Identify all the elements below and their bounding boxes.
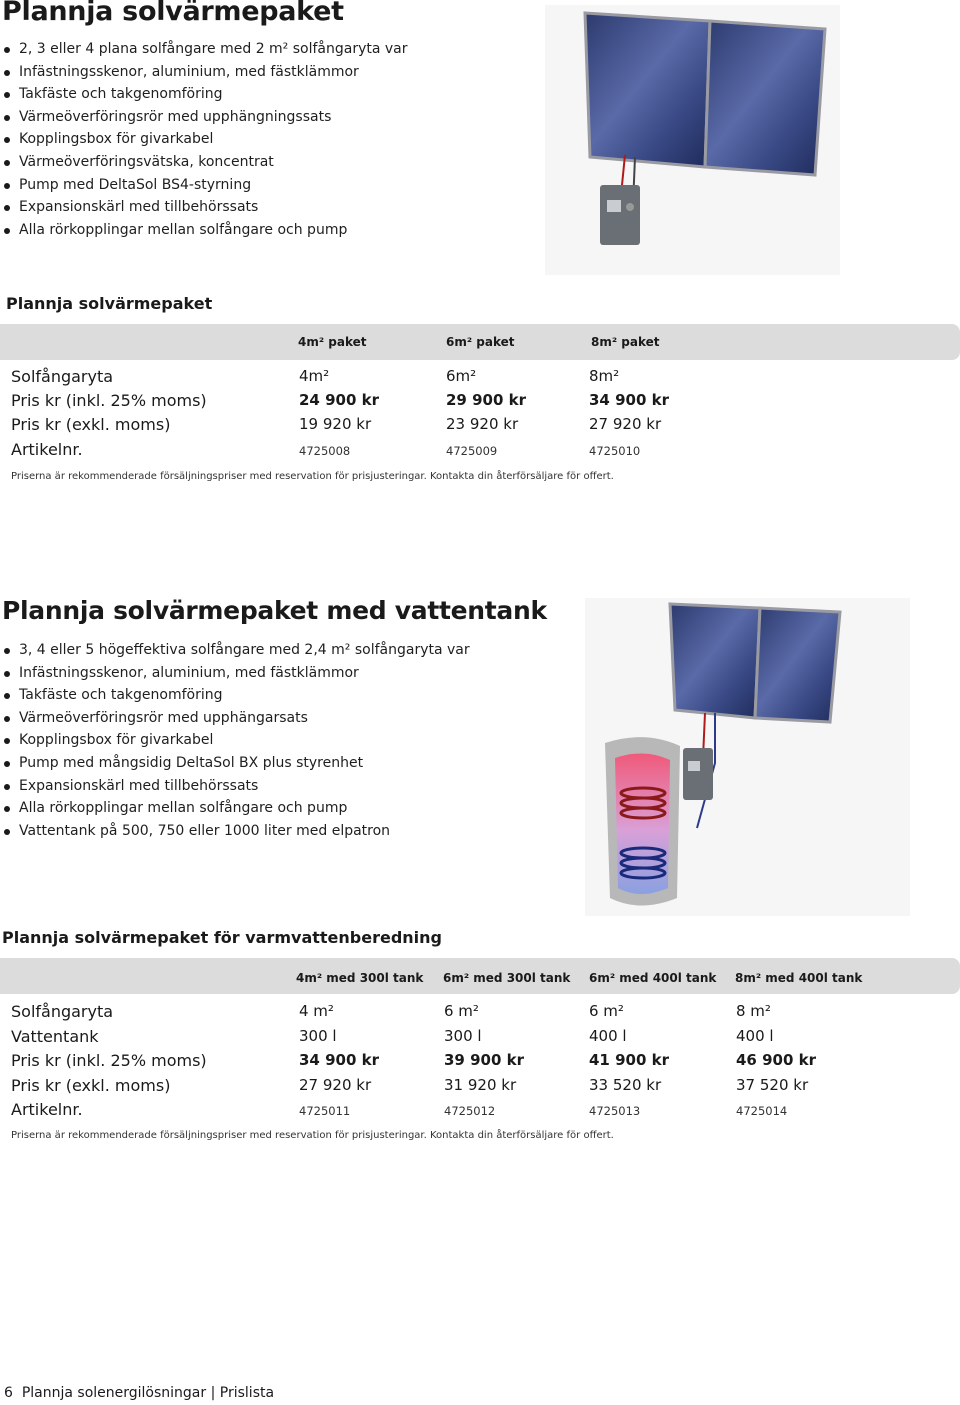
table2-row-label: Pris kr (exkl. moms) bbox=[11, 1076, 171, 1095]
footer-separator: | bbox=[210, 1385, 216, 1401]
table2-cell: 300 l bbox=[444, 1027, 482, 1045]
table2-cell: 4725011 bbox=[299, 1104, 351, 1118]
table1-col-header: 6m² paket bbox=[446, 335, 515, 349]
table2-cell: 4725014 bbox=[736, 1104, 788, 1118]
footer-text: Plannja solenergilösningar bbox=[21, 1385, 207, 1401]
table2-cell: 4725013 bbox=[589, 1104, 641, 1118]
footer-suffix: Prislista bbox=[219, 1385, 275, 1401]
list-item: Vattentank på 500, 750 eller 1000 liter med elpatron bbox=[3, 820, 470, 843]
list-item: Alla rörkopplingar mellan solfångare och pump bbox=[3, 797, 470, 820]
table2-row-label: Artikelnr. bbox=[11, 1100, 83, 1119]
list-item: Takfäste och takgenomföring bbox=[3, 684, 470, 707]
table2-note: Priserna är rekommenderade försäljningspriser med reservation för prisjusteringar. Kontakta din återförsäljare för offert. bbox=[11, 1130, 614, 1141]
table2-cell: 31 920 kr bbox=[444, 1076, 517, 1094]
list-item: Infästningsskenor, aluminium, med fästklämmor bbox=[3, 61, 408, 84]
solar-collector-tank-image bbox=[585, 598, 910, 916]
table2-cell: 8 m² bbox=[736, 1002, 771, 1020]
page-number: 6 bbox=[4, 1385, 13, 1401]
table2-cell: 300 l bbox=[299, 1027, 337, 1045]
table1-cell: 23 920 kr bbox=[446, 415, 519, 433]
table2-col-header: 4m² med 300l tank bbox=[296, 971, 424, 985]
section2-title: Plannja solvärmepaket med vattentank bbox=[2, 596, 547, 625]
table2-cell: 34 900 kr bbox=[299, 1051, 380, 1069]
table1-cell: 6m² bbox=[446, 367, 477, 385]
table2-cell: 27 920 kr bbox=[299, 1076, 372, 1094]
section1-title: Plannja solvärmepaket bbox=[2, 0, 344, 27]
table1-cell: 19 920 kr bbox=[299, 415, 372, 433]
list-item: Kopplingsbox för givarkabel bbox=[3, 128, 408, 151]
table1-cell: 34 900 kr bbox=[589, 391, 670, 409]
list-item: Värmeöverföringsrör med upphängarsats bbox=[3, 707, 470, 730]
list-item: Expansionskärl med tillbehörssats bbox=[3, 196, 408, 219]
section2-bullet-list bbox=[3, 639, 470, 842]
table2-cell: 6 m² bbox=[589, 1002, 624, 1020]
table2-row-label: Pris kr (inkl. 25% moms) bbox=[11, 1051, 207, 1070]
list-item: Värmeöverföringsvätska, koncentrat bbox=[3, 151, 408, 174]
table1-cell: 4725009 bbox=[446, 444, 498, 458]
table1-cell: 4725008 bbox=[299, 444, 351, 458]
table2-cell: 4 m² bbox=[299, 1002, 334, 1020]
table1-row-label: Artikelnr. bbox=[11, 440, 83, 459]
list-item: Takfäste och takgenomföring bbox=[3, 83, 408, 106]
table2-cell: 33 520 kr bbox=[589, 1076, 662, 1094]
table2-cell: 41 900 kr bbox=[589, 1051, 670, 1069]
table2-cell: 39 900 kr bbox=[444, 1051, 525, 1069]
table2-row-label: Solfångaryta bbox=[11, 1002, 114, 1021]
list-item: Infästningsskenor, aluminium, med fästklämmor bbox=[3, 662, 470, 685]
page-footer bbox=[4, 1385, 274, 1401]
list-item: Kopplingsbox för givarkabel bbox=[3, 729, 470, 752]
table1-heading: Plannja solvärmepaket bbox=[6, 294, 213, 313]
table2-cell: 400 l bbox=[736, 1027, 774, 1045]
solar-collector-image bbox=[545, 5, 840, 275]
table2-col-header: 8m² med 400l tank bbox=[735, 971, 863, 985]
table1-col-header: 8m² paket bbox=[591, 335, 660, 349]
table1-cell: 29 900 kr bbox=[446, 391, 527, 409]
table2-cell: 400 l bbox=[589, 1027, 627, 1045]
table2-col-header: 6m² med 400l tank bbox=[589, 971, 717, 985]
table1-cell: 8m² bbox=[589, 367, 620, 385]
table2-cell: 6 m² bbox=[444, 1002, 479, 1020]
table2-cell: 46 900 kr bbox=[736, 1051, 817, 1069]
table1-cell: 4m² bbox=[299, 367, 330, 385]
table2-cell: 4725012 bbox=[444, 1104, 496, 1118]
table1-cell: 4725010 bbox=[589, 444, 641, 458]
list-item: Alla rörkopplingar mellan solfångare och pump bbox=[3, 219, 408, 242]
list-item: Värmeöverföringsrör med upphängningssats bbox=[3, 106, 408, 129]
table1-col-header: 4m² paket bbox=[298, 335, 367, 349]
list-item: Expansionskärl med tillbehörssats bbox=[3, 775, 470, 798]
list-item: Pump med DeltaSol BS4-styrning bbox=[3, 174, 408, 197]
table1-row-label: Pris kr (exkl. moms) bbox=[11, 415, 171, 434]
section1-bullet-list bbox=[3, 38, 408, 241]
table1-note: Priserna är rekommenderade försäljningspriser med reservation för prisjusteringar. Kontakta din återförsäljare för offert. bbox=[11, 471, 614, 482]
list-item: Pump med mångsidig DeltaSol BX plus styrenhet bbox=[3, 752, 470, 775]
table1-cell: 27 920 kr bbox=[589, 415, 662, 433]
table2-row-label: Vattentank bbox=[11, 1027, 99, 1046]
table1-row-label: Solfångaryta bbox=[11, 367, 114, 386]
table1-row-label: Pris kr (inkl. 25% moms) bbox=[11, 391, 207, 410]
table2-col-header: 6m² med 300l tank bbox=[443, 971, 571, 985]
table2-cell: 37 520 kr bbox=[736, 1076, 809, 1094]
list-item: 3, 4 eller 5 högeffektiva solfångare med 2,4 m² solfångaryta var bbox=[3, 639, 470, 662]
list-item: 2, 3 eller 4 plana solfångare med 2 m² solfångaryta var bbox=[3, 38, 408, 61]
table2-heading: Plannja solvärmepaket för varmvattenberedning bbox=[2, 928, 442, 947]
table1-cell: 24 900 kr bbox=[299, 391, 380, 409]
